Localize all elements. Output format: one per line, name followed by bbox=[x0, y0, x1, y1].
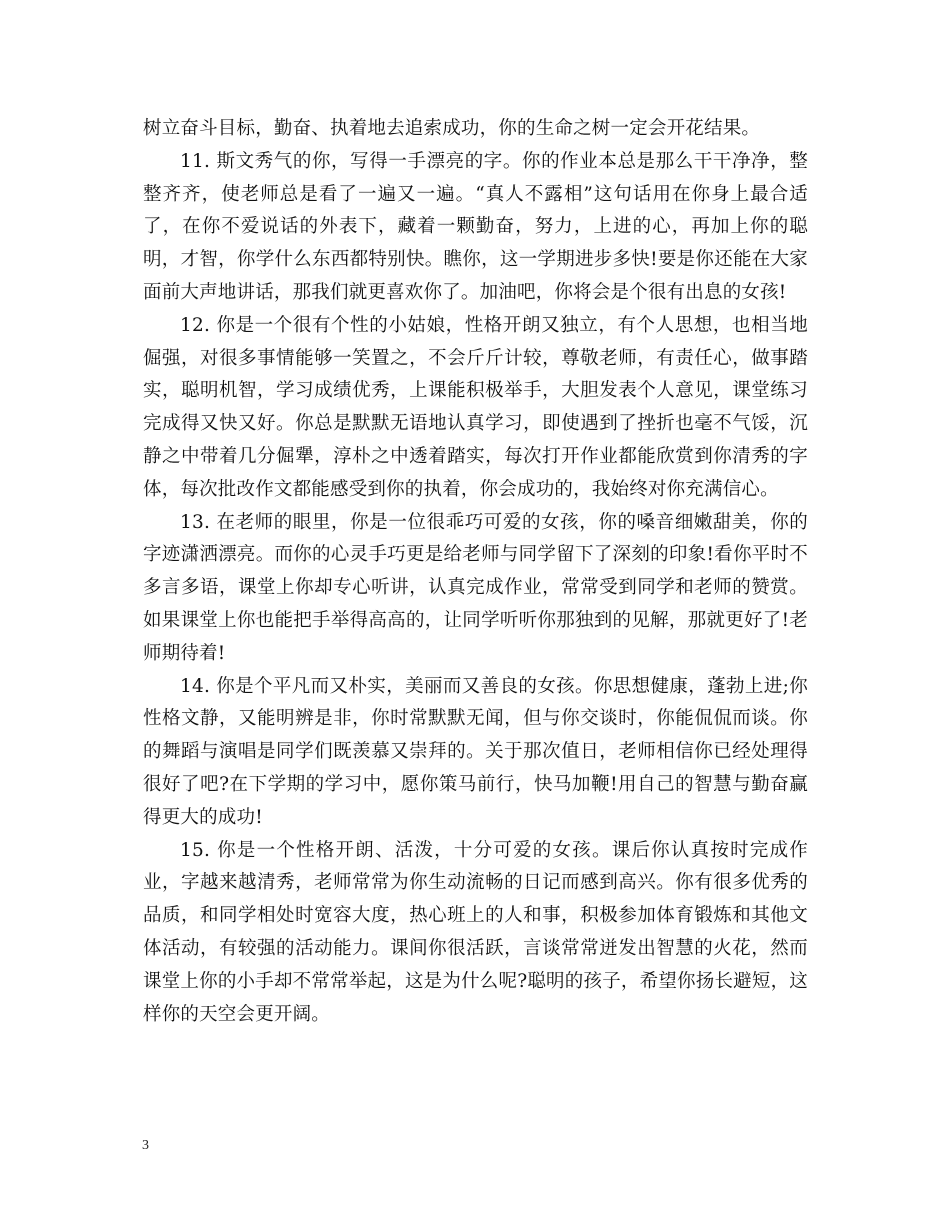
paragraph-item-12: 12. 你是一个很有个性的小姑娘，性格开朗又独立，有个人思想，也相当地倔强，对很多事情能够一笑置之，不会斤斤计较，尊敬老师，有责任心，做事踏实，聪明机智，学习成绩优秀，上课能积极举手，大胆发表个人意见，课堂练习完成得又快又好。你总是默默无语地认真学习，即使遇到了挫折也毫不气馁，沉静之中带着几分倔犟，淳朴之中透着踏实，每次打开作业都能欣赏到你清秀的字体，每次批改作文都能感受到你的执着，你会成功的，我始终对你充满信心。 bbox=[143, 314, 808, 500]
paragraph-item-11: 11. 斯文秀气的你，写得一手漂亮的字。你的作业本总是那么干干净净，整整齐齐，使老师总是看了一遍又一遍。“真人不露相”这句话用在你身上最合适了，在你不爱说话的外表下，藏着一颗勤奋，努力，上进的心，再加上你的聪明，才智，你学什么东西都特别快。瞧你，这一学期进步多快!要是你还能在大家面前大声地讲话，那我们就更喜欢你了。加油吧，你将会是个很有出息的女孩! bbox=[143, 150, 808, 303]
document-body bbox=[143, 113, 808, 1031]
paragraph-item-13: 13. 在老师的眼里，你是一位很乖巧可爱的女孩，你的嗓音细嫩甜美，你的字迹潇洒漂亮。而你的心灵手巧更是给老师与同学留下了深刻的印象!看你平时不多言多语，课堂上你却专心听讲，认真完成作业，常常受到同学和老师的赞赏。如果课堂上你也能把手举得高高的，让同学听听你那独到的见解，那就更好了!老师期待着! bbox=[143, 511, 808, 664]
paragraph-item-15: 15. 你是一个性格开朗、活泼，十分可爱的女孩。课后你认真按时完成作业，字越来越清秀，老师常常为你生动流畅的日记而感到高兴。你有很多优秀的品质，和同学相处时宽容大度，热心班上的人和事，积极参加体育锻炼和其他文体活动，有较强的活动能力。课间你很活跃，言谈常常迸发出智慧的火花，然而课堂上你的小手却不常常举起，这是为什么呢?聪明的孩子，希望你扬长避短，这样你的天空会更开阔。 bbox=[143, 839, 808, 1025]
paragraph-item-14: 14. 你是个平凡而又朴实，美丽而又善良的女孩。你思想健康，蓬勃上进;你性格文静，又能明辨是非，你时常默默无闻，但与你交谈时，你能侃侃而谈。你的舞蹈与演唱是同学们既羡慕又崇拜的。关于那次值日，老师相信你已经处理得很好了吧?在下学期的学习中，愿你策马前行，快马加鞭!用自己的智慧与勤奋赢得更大的成功! bbox=[143, 675, 808, 828]
paragraph-continuation: 树立奋斗目标，勤奋、执着地去追索成功，你的生命之树一定会开花结果。 bbox=[143, 118, 761, 139]
page-number: 3 bbox=[142, 1138, 149, 1153]
